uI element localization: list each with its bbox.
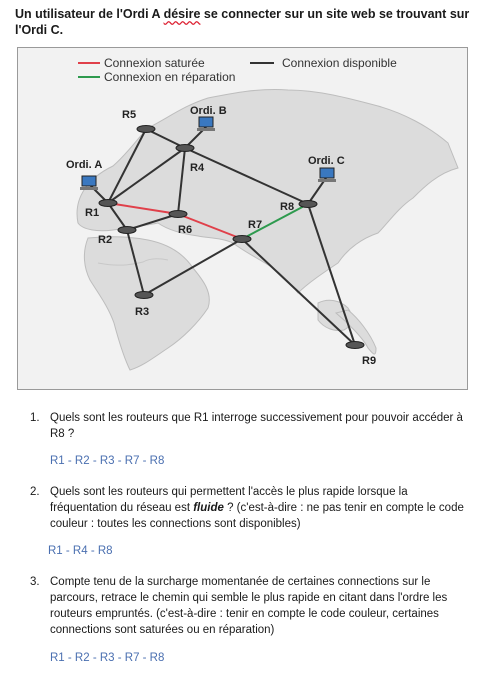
computer-ordi-b-icon [197,117,215,131]
label-r4: R4 [190,162,205,174]
question-1 [30,410,475,442]
intro-underlined-word: désire [163,7,201,21]
question-3-text: Compte tenu de la surcharge momentanée de certaines connections sur le parcours, retrace le chemin qui semble le plus rapide en citant dans l'ordre les routeurs empruntés. (c'est-à-dire : tenir en compte le code couleur, certaines connections sont saturées ou en réparation) [50,576,448,636]
computer-ordi-c-icon [318,168,336,182]
intro-part2: se connecter sur un site web se trouvant sur l'Ordi C. [15,7,470,37]
router-r6 [169,211,187,218]
question-2-emphasis: fluide [193,502,224,514]
router-r5 [137,126,155,133]
network-map-figure [17,47,468,390]
answer-3: R1 - R2 - R3 - R7 - R8 [50,652,165,664]
question-1-text: Quels sont les routeurs que R1 interroge successivement pour pouvoir accéder à R8 ? [50,412,463,440]
label-r3: R3 [135,306,150,318]
question-2-text-before: Quels sont les routeurs qui permettent l'accès le plus rapide lorsque la fréquentation du réseau est [50,486,408,514]
legend-repair-label: Connexion en réparation [104,70,236,84]
question-3-number: 3. [30,576,40,588]
question-2-text [50,484,475,532]
router-r2 [118,227,136,234]
router-r4 [176,145,194,152]
legend-saturated-label: Connexion saturée [104,56,205,70]
question-2-number: 2. [30,486,40,498]
label-r5: R5 [122,109,137,121]
computer-ordi-a-icon [80,176,98,190]
router-r8 [299,201,317,208]
label-r1: R1 [85,207,100,219]
network-map [18,48,467,389]
label-ordi-b: Ordi. B [190,105,227,117]
answer-1: R1 - R2 - R3 - R7 - R8 [50,455,165,467]
intro-part1: Un utilisateur de l'Ordi A [15,7,164,21]
legend-available-label: Connexion disponible [282,56,397,70]
router-r1 [99,200,117,207]
answer-2: R1 - R4 - R8 [48,545,113,557]
question-1-number: 1. [30,412,40,424]
question-2-text-after: ? (c'est-à-dire : ne pas tenir en compte le code couleur : toutes les connections sont disponibles) [50,502,464,530]
router-r7 [233,236,251,243]
label-ordi-a: Ordi. A [66,159,103,171]
router-r3 [135,292,153,299]
label-r9: R9 [362,355,377,367]
label-r6: R6 [178,224,193,236]
question-2 [30,484,475,532]
question-3 [30,574,475,638]
label-r8: R8 [280,201,295,213]
intro-text [15,6,475,38]
label-r7: R7 [248,219,263,231]
router-r9 [346,342,364,349]
label-r2: R2 [98,234,113,246]
label-ordi-c: Ordi. C [308,155,345,167]
